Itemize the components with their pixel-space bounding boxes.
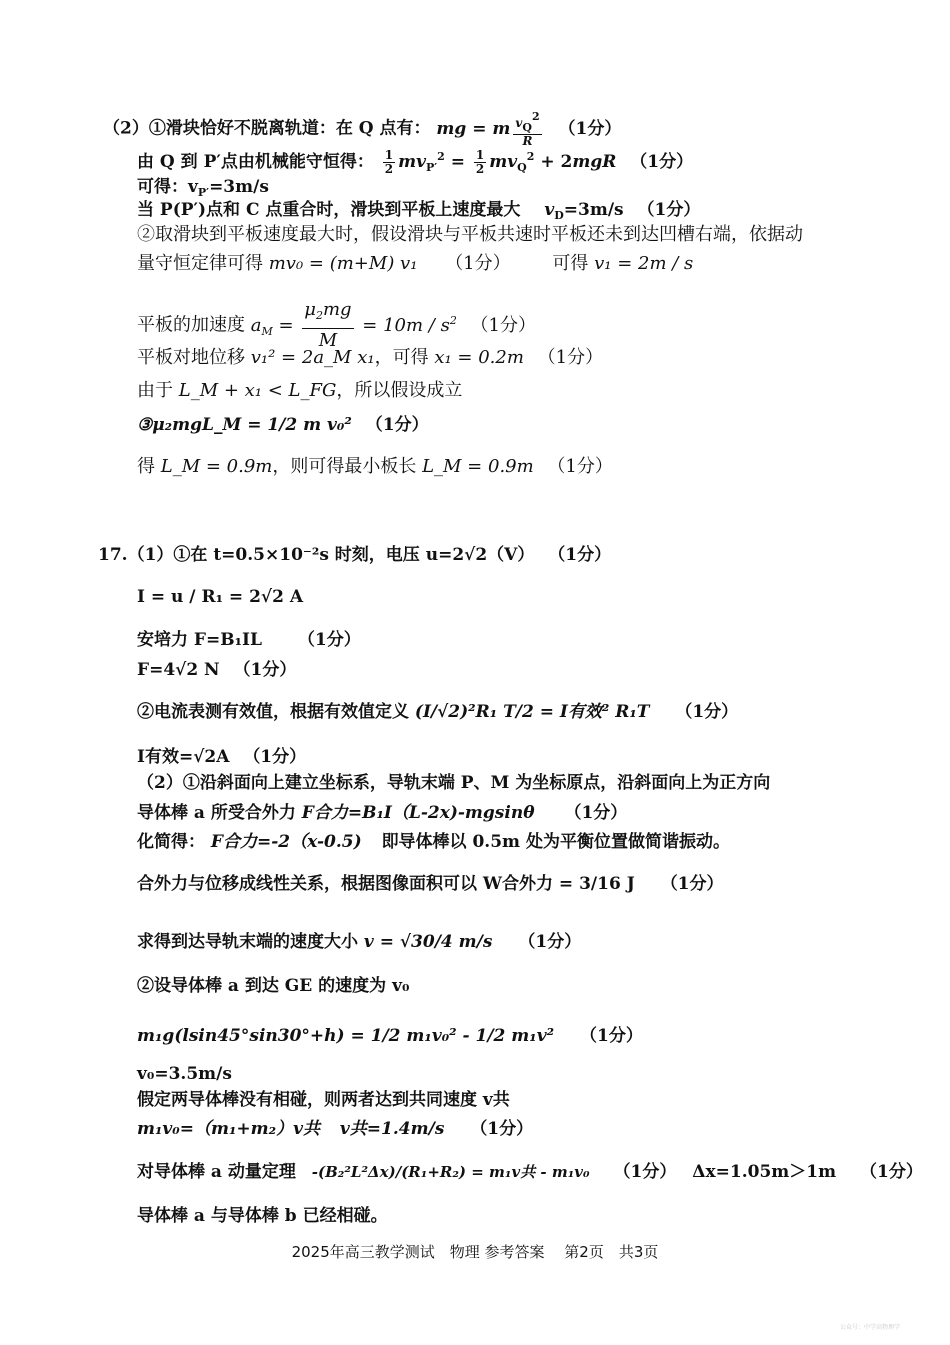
part2-l4-value2: =3m/s bbox=[563, 200, 624, 220]
q17-line-18 bbox=[137, 1204, 388, 1228]
q17-l11-score: （1分） bbox=[518, 932, 582, 952]
part2-l4-score: （1分） bbox=[637, 200, 701, 220]
q17-l12-text: ②设导体棒 a 到达 GE 的速度为 v₀ bbox=[137, 976, 410, 996]
q17-l17-score2: （1分） bbox=[860, 1162, 923, 1182]
q17-line-15 bbox=[137, 1088, 510, 1112]
q17-line-3 bbox=[137, 628, 361, 652]
q17-l13-formula: m₁g(lsin45°sin30°+h) = 1/2 m₁v₀² - 1/2 m₁v² bbox=[137, 1026, 555, 1046]
part2-l11-text2: ，则可得最小板长 bbox=[272, 456, 417, 477]
q17-l13-score: （1分） bbox=[580, 1026, 643, 1046]
part2-l3-sub: P′ bbox=[197, 186, 210, 199]
part2-line-1 bbox=[103, 110, 621, 148]
part2-line-6 bbox=[137, 252, 693, 276]
q17-line-17 bbox=[137, 1160, 923, 1184]
part2-l11-formula2: L_M = 0.9m bbox=[422, 456, 534, 477]
part2-l7-score: （1分） bbox=[470, 314, 536, 336]
q17-l9-formula: F合力=-2（x-0.5) bbox=[210, 832, 362, 852]
part2-l10-formula: ③μ₂mgL_M = 1/2 m v₀² bbox=[137, 415, 352, 435]
q17-l10-text: 合外力与位移成线性关系，根据图像面积可以 bbox=[137, 874, 477, 894]
q17-l4-score: （1分） bbox=[233, 660, 297, 680]
part2-l11-text: 得 bbox=[137, 456, 155, 477]
q17-l17-formula2: Δx=1.05m＞1m bbox=[692, 1162, 837, 1182]
part2-line-9 bbox=[137, 379, 462, 403]
q17-l11-formula: v = √30/4 m/s bbox=[363, 932, 493, 952]
q17-l16-score: （1分） bbox=[470, 1119, 534, 1139]
part2-line-7 bbox=[137, 298, 536, 353]
q17-line-16 bbox=[137, 1117, 533, 1141]
q17-l9-text2: 即导体棒以 0.5m 处为平衡位置做简谐振动。 bbox=[381, 832, 730, 852]
q17-l1-score: （1分） bbox=[548, 545, 612, 565]
part2-line-5 bbox=[137, 223, 803, 247]
q17-l4-text: F=4√2 N bbox=[137, 660, 220, 680]
part2-l8-text: 平板对地位移 bbox=[137, 347, 245, 368]
q17-l10-formula: W合外力 = 3/16 J bbox=[482, 874, 635, 894]
q17-l5-formula: (I/√2)²R₁ T/2 = I有效² R₁T bbox=[414, 702, 650, 722]
part2-l1-score: （1分） bbox=[558, 118, 622, 139]
part2-l6-formula: mv₀ = (m+M) v₁ bbox=[268, 253, 418, 274]
watermark-text: 公众号：中学高物理学 bbox=[840, 1324, 901, 1331]
part2-l8-text2: ，可得 bbox=[374, 347, 429, 368]
part2-l3-value: =3m/s bbox=[209, 177, 269, 197]
q17-l5-text: ②电流表测有效值，根据有效值定义 bbox=[137, 702, 409, 722]
q17-l11-text: 求得到达导轨末端的速度大小 bbox=[137, 932, 358, 952]
part2-l8-formula2: x₁ = 0.2m bbox=[434, 347, 524, 368]
part2-l4-value: v bbox=[544, 200, 555, 220]
q17-l17-formula: -(B₂²L²Δx)/(R₁+R₂) = m₁v共 - m₁v₀ bbox=[311, 1163, 590, 1181]
part2-l1-formula: mg = m $\frac{vQ2}{R}$ bbox=[436, 110, 540, 148]
q17-l1-text: 17.（1）①在 t=0.5×10⁻²s 时刻，电压 u=2√2（V） bbox=[98, 545, 535, 565]
q17-l16-formula: m₁v₀=（m₁+m₂）v共 bbox=[137, 1119, 320, 1139]
q17-line-13 bbox=[137, 1024, 643, 1048]
part2-l9-formula: L_M + x₁ < L_FG bbox=[178, 380, 337, 401]
q17-l7-text: （2）①沿斜面向上建立坐标系，导轨末端 P、M 为坐标原点，沿斜面向上为正方向 bbox=[137, 773, 771, 793]
part2-l6-score: （1分） bbox=[445, 253, 511, 274]
q17-line-6 bbox=[137, 745, 306, 769]
q17-line-4 bbox=[137, 658, 296, 682]
part2-l5-text: ②取滑块到平板速度最大时，假设滑块与平板共速时平板还未到达凹槽右端，依据动 bbox=[137, 224, 803, 245]
q17-line-1 bbox=[98, 543, 611, 567]
part2-l8-score: （1分） bbox=[537, 347, 604, 368]
q17-line-11 bbox=[137, 930, 581, 954]
q17-l14-text: v₀=3.5m/s bbox=[137, 1064, 232, 1084]
part2-l6-formula2: v₁ = 2m / s bbox=[594, 253, 694, 274]
part2-l6-text: 量守恒定律可得 bbox=[137, 253, 263, 274]
q17-line-5 bbox=[137, 700, 738, 724]
q17-line-9 bbox=[137, 830, 730, 854]
q17-l5-score: （1分） bbox=[675, 702, 739, 722]
part2-l6-text2: 可得 bbox=[552, 253, 589, 274]
part2-l2-text: 由 Q 到 P′点由机械能守恒得： bbox=[137, 152, 374, 172]
part2-l9-text: 由于 bbox=[137, 380, 173, 401]
q17-line-7 bbox=[137, 771, 770, 795]
part2-l7-text: 平板的加速度 bbox=[137, 314, 245, 336]
q17-line-8 bbox=[137, 801, 627, 825]
q17-l3-score: （1分） bbox=[297, 630, 361, 650]
q17-l8-formula: F合力=B₁I（L-2x)-mgsinθ bbox=[301, 803, 535, 823]
q17-l8-text: 导体棒 a 所受合外力 bbox=[137, 803, 296, 823]
q17-l3-text: 安培力 F=B₁IL bbox=[137, 630, 262, 650]
part2-l8-formula: v₁² = 2a_M x₁ bbox=[250, 347, 375, 368]
page-footer: 2025年高三教学测试 物理 参考答案 第2页 共3页 bbox=[291, 1243, 659, 1261]
q17-l16-formula2: v共=1.4m/s bbox=[339, 1119, 445, 1139]
q17-l6-score: （1分） bbox=[243, 747, 307, 767]
q17-line-2 bbox=[137, 585, 303, 609]
part2-l2-score: （1分） bbox=[630, 152, 694, 172]
q17-l10-score: （1分） bbox=[660, 874, 724, 894]
q17-l17-score: （1分） bbox=[613, 1162, 677, 1182]
part2-l11-score: （1分） bbox=[547, 456, 613, 477]
q17-line-12 bbox=[137, 974, 409, 998]
part2-line-11 bbox=[137, 455, 613, 479]
part2-line-10 bbox=[137, 413, 429, 437]
q17-line-10 bbox=[137, 872, 724, 896]
q17-l6-text: I有效=√2A bbox=[137, 747, 230, 767]
q17-line-14 bbox=[137, 1062, 232, 1086]
part2-l2-formula: $\frac{1}{2}$ $mv_{P'}^2$ = $\frac{1}{2}$ $mv_Q^2 + 2mgR$ bbox=[384, 148, 617, 176]
part2-l7-formula: $a_M$ = $\frac{\mu_2mg}{M}$ = $10m / s^2$ bbox=[250, 299, 457, 351]
part2-line-8 bbox=[137, 346, 603, 370]
q17-l9-text: 化简得： bbox=[137, 832, 205, 852]
part2-l4-text: 当 P(P′)点和 C 点重合时，滑块到平板上速度最大 bbox=[137, 200, 521, 220]
q17-l8-score: （1分） bbox=[564, 803, 628, 823]
part2-l9-text2: ，所以假设成立 bbox=[336, 380, 463, 401]
part2-l4-sub: D bbox=[554, 209, 564, 222]
part2-l3-text: 可得：v bbox=[137, 177, 198, 197]
part2-l1-text: （2）①滑块恰好不脱离轨道：在 Q 点有： bbox=[103, 118, 431, 139]
q17-l2-formula: I = u / R₁ = 2√2 A bbox=[137, 587, 304, 607]
q17-l15-text: 假定两导体棒没有相碰，则两者达到共同速度 v共 bbox=[137, 1090, 510, 1110]
part2-l11-formula: L_M = 0.9m bbox=[160, 456, 273, 477]
q17-l18-text: 导体棒 a 与导体棒 b 已经相碰。 bbox=[137, 1206, 388, 1226]
q17-l17-text: 对导体棒 a 动量定理 bbox=[137, 1162, 296, 1182]
part2-l10-score: （1分） bbox=[365, 415, 429, 435]
